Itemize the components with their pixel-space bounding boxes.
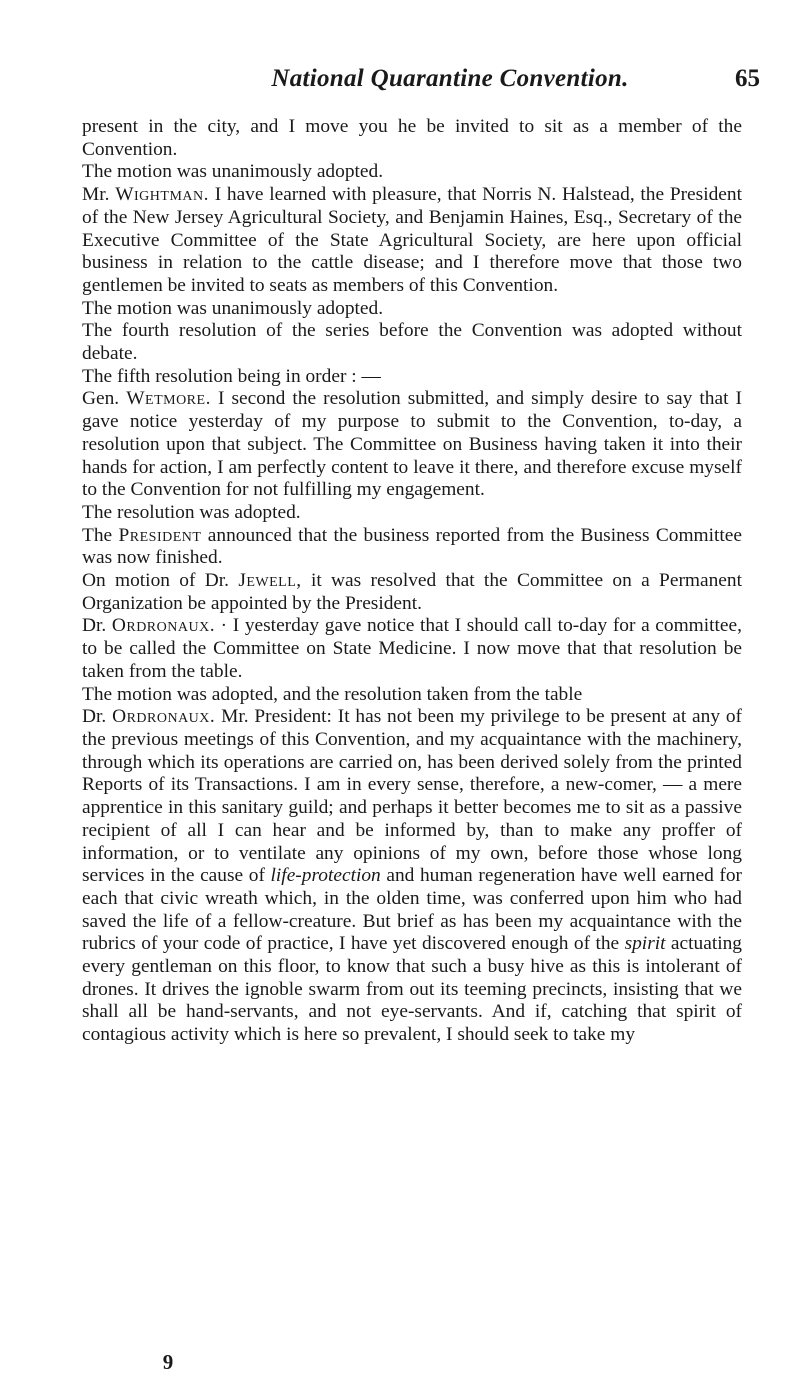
italic-text: life-protection (270, 865, 381, 887)
signature-mark (0, 1350, 800, 1375)
paragraph-text: Gen. (82, 388, 127, 410)
paragraph (82, 184, 742, 298)
paragraph (82, 298, 742, 321)
paragraph (82, 684, 742, 707)
paragraph (82, 525, 742, 570)
paragraph (82, 615, 742, 683)
paragraph (82, 366, 742, 389)
paragraph-text: The (82, 524, 119, 546)
paragraph-text: The motion was adopted, and the resolution taken from the table (82, 683, 583, 705)
speaker-name: Wetmore. (126, 388, 211, 410)
body-text (82, 116, 742, 1047)
paragraph-text: · I yesterday gave notice that I should call to-day for a committee, to be called the Committee on State Medicine. I now move that that resolution be taken from the table. (82, 615, 742, 682)
speaker-name: President (118, 524, 202, 546)
speaker-name: Ordronaux. (112, 706, 216, 728)
paragraph (82, 320, 742, 365)
paragraph (82, 161, 742, 184)
italic-text: spirit (624, 933, 666, 955)
paragraph (82, 116, 742, 161)
paragraph (82, 706, 742, 1047)
paragraph-text: The fourth resolution of the series before the Convention was adopted without debate. (82, 320, 742, 365)
speaker-name: Wightman. (115, 184, 209, 206)
paragraph (82, 570, 742, 615)
paragraph-text: On motion of Dr. (82, 570, 239, 592)
paragraph-text: The motion was unanimously adopted. (82, 161, 384, 183)
paragraph-text: Mr. President: It has not been my privilege to be present at any of the previous meetings of this Convention, and my acquaintance with the machinery, through which its operations are carried on, has been derived solely from the printed Reports of its Transactions. I am in every sense, therefore, a new-comer, — a mere apprentice in this sanitary guild; and perhaps it better becomes me to sit as a passive recipient of all I can hear and be informed by, than to make any proffer of information, or to ventilate any opinions of my own, before those whose long services in the cause of (82, 706, 742, 887)
paragraph-text: Mr. (82, 184, 116, 206)
paragraph-text: and human regeneration have well earned for each that civic wreath which, in the olden time, was conferred upon him who had saved the life of a fellow-creature. But brief as has been my acquaintance with the rubrics of your code of practice, I have yet discovered enough of the (82, 865, 742, 955)
paragraph (82, 388, 742, 502)
paragraph (82, 502, 742, 525)
paragraph-text: The motion was unanimously adopted. (82, 297, 384, 319)
paragraph-text: The resolution was adopted. (82, 501, 301, 523)
paragraph-text: Dr. (82, 706, 113, 728)
paragraph-text: I second the resolution submitted, and simply desire to say that I gave notice yesterday of my purpose to submit to the Convention, to-day, a resolution upon that subject. The Committee on Business having taken it into their hands for action, I am perfectly content to leave it there, and therefore excuse myself to the Convention for not fulfilling my engagement. (82, 388, 742, 501)
signature-number: 9 (162, 1350, 174, 1374)
speaker-name: Jewell, (238, 570, 302, 592)
running-title: National Quarantine Convention. (271, 65, 629, 92)
running-head (200, 62, 760, 96)
paragraph-text: The fifth resolution being in order : — (82, 365, 381, 387)
paragraph-text: Dr. (82, 615, 112, 637)
paragraph-text: I have learned with pleasure, that Norris N. Halstead, the President of the New Jersey Agricultural Society, and Benjamin Haines, Esq., Secretary of the Executive Committee of the State Agricultural Society, are here upon official business in relation to the cattle disease; and I therefore move that those two gentlemen be invited to seats as members of this Convention. (82, 184, 742, 296)
paragraph-text: present in the city, and I move you he be invited to sit as a member of the Convention. (82, 116, 742, 160)
paragraph-text: it was resolved that the Committee on a Permanent Organization be appointed by the President. (82, 570, 742, 614)
page-number: 65 (735, 65, 760, 92)
speaker-name: Ordronaux. (111, 615, 216, 637)
paragraph-text: actuating every gentleman on this floor, to know that such a busy hive as this is intolerant of drones. It drives the ignoble swarm from out its teeming precincts, insisting that we shall all be hand-servants, and not eye-servants. And if, catching that spirit of contagious activity which is here so prevalent, I should seek to take my (82, 933, 742, 1046)
paragraph-text: announced that the business reported from the Business Committee was now finished. (82, 524, 742, 569)
